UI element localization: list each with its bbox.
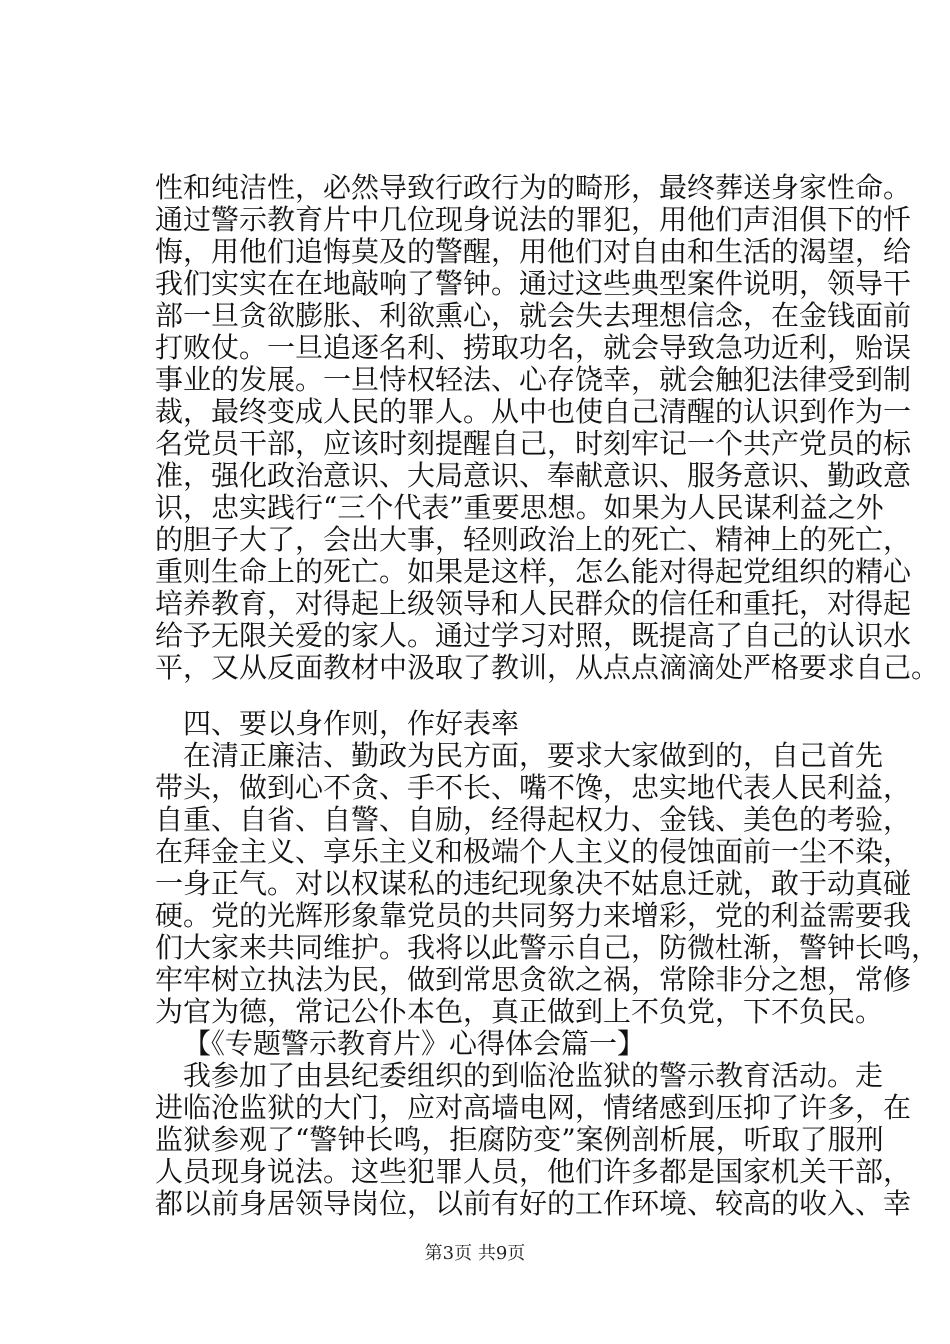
text-line: 性和纯洁性，必然导致行政行为的畸形，最终葬送身家性命。 [155,171,912,204]
text-line: 重则生命上的死亡。如果是这样，怎么能对得起党组织的精心 [155,555,912,588]
text-line: 悔，用他们追悔莫及的警醒，用他们对自由和生活的渴望，给 [155,235,912,268]
text-line: 我参加了由县纪委组织的到临沧监狱的警示教育活动。走 [183,1059,884,1092]
text-line: 事业的发展。一旦恃权轻法、心存饶幸，就会触犯法律受到制 [155,363,912,396]
text-line: 名党员干部，应该时刻提醒自己，时刻牢记一个共产党员的标 [155,427,912,460]
text-line: 们大家来共同维护。我将以此警示自己，防微杜渐，警钟长鸣， [155,931,940,964]
section-heading: 四、要以身作则，作好表率 [183,707,520,740]
text-line: 打败仗。一旦追逐名利、捞取功名，就会导致急功近利，贻误 [155,331,912,364]
text-line: 监狱参观了“警钟长鸣，拒腐防变”案例剖析展，听取了服刑 [155,1123,884,1156]
text-line: 平，又从反面教材中汲取了教训，从点点滴滴处严格要求自己。 [155,651,940,684]
text-line: 在拜金主义、享乐主义和极端个人主义的侵蚀面前一尘不染， [155,835,912,868]
text-line: 自重、自省、自警、自励，经得起权力、金钱、美色的考验， [155,803,912,836]
text-line: 硬。党的光辉形象靠党员的共同努力来增彩，党的利益需要我 [155,899,912,932]
text-line: 进临沧监狱的大门，应对高墙电网，情绪感到压抑了许多，在 [155,1091,912,1124]
text-line: 一身正气。对以权谋私的违纪现象决不姑息迁就，敢于动真碰 [155,867,912,900]
text-line: 通过警示教育片中几位现身说法的罪犯，用他们声泪俱下的忏 [155,203,912,236]
text-line: 带头，做到心不贪、手不长、嘴不馋，忠实地代表人民利益， [155,771,912,804]
text-line: 都以前身居领导岗位，以前有好的工作环境、较高的收入、幸 [155,1187,912,1220]
text-line: 在清正廉洁、勤政为民方面，要求大家做到的，自己首先 [183,739,884,772]
text-line: 识，忠实践行“三个代表”重要思想。如果为人民谋利益之外 [155,491,884,524]
text-line: 为官为德，常记公仆本色，真正做到上不负党，下不负民。 [155,995,884,1028]
text-line: 部一旦贪欲膨胀、利欲熏心，就会失去理想信念，在金钱面前 [155,299,912,332]
text-line: 的胆子大了，会出大事，轻则政治上的死亡、精神上的死亡， [155,523,912,556]
text-line: 我们实实在在地敲响了警钟。通过这些典型案件说明，领导干 [155,267,912,300]
text-line: 给予无限关爱的家人。通过学习对照，既提高了自己的认识水 [155,619,912,652]
page-number-footer: 第3页 共9页 [424,1243,526,1264]
article-title: 【《专题警示教育片》心得体会篇一】 [183,1027,646,1060]
text-line: 准，强化政治意识、大局意识、奉献意识、服务意识、勤政意 [155,459,912,492]
text-line: 裁，最终变成人民的罪人。从中也使自己清醒的认识到作为一 [155,395,912,428]
text-line: 牢牢树立执法为民，做到常思贪欲之祸，常除非分之想，常修 [155,963,912,996]
text-line: 培养教育，对得起上级领导和人民群众的信任和重托，对得起 [155,587,912,620]
text-line: 人员现身说法。这些犯罪人员，他们许多都是国家机关干部， [155,1155,912,1188]
